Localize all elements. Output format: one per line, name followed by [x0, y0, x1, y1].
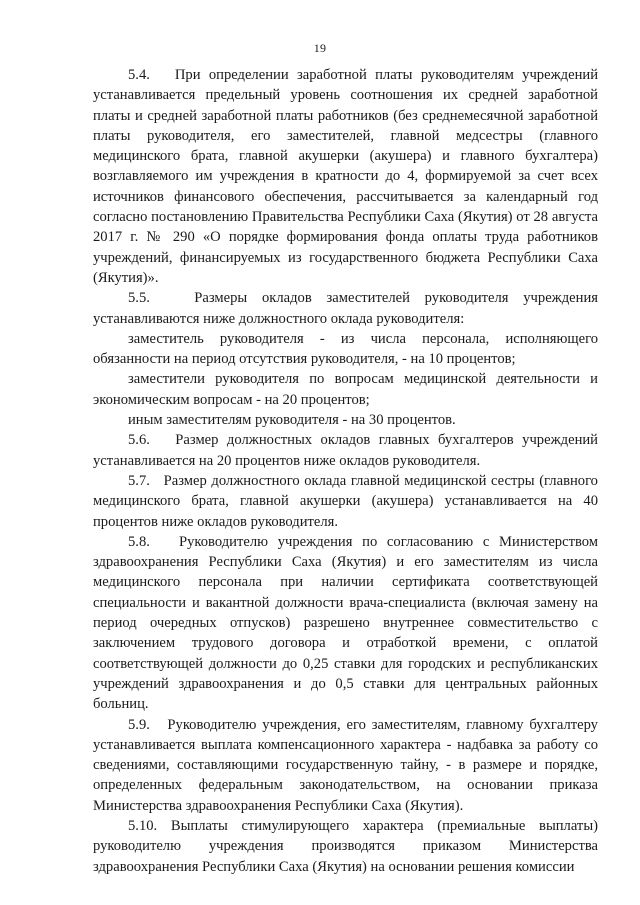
paragraph-text: Размер должностного оклада главной медицинской сестры (главного медицинского брата, главной акушерки (акушера) устанавливается на 40 процентов ниже окладов руководителя. — [93, 472, 598, 530]
document-body — [93, 65, 598, 877]
paragraph-5-8 — [93, 532, 598, 715]
paragraph-text: Руководителю учреждения, его заместителям, главному бухгалтеру устанавливается выплата компенсационного характера - надбавка за работу со сведениями, составляющими государственную тайну, - в размере и порядке, определенных федеральным законодательством, на основании приказа Министерства здравоохранения Республики Саха (Якутия). — [93, 716, 598, 814]
paragraph-5-9 — [93, 715, 598, 816]
paragraph-5-7 — [93, 471, 598, 532]
paragraph-number: 5.9. — [128, 716, 150, 733]
paragraph-number: 5.6. — [128, 432, 150, 449]
paragraph-number: 5.5. — [128, 290, 150, 307]
paragraph-5-4 — [93, 65, 598, 288]
page-number: 19 — [313, 41, 327, 55]
paragraph-number: 5.7. — [128, 472, 150, 489]
paragraph-text: Размер должностных окладов главных бухгалтеров учреждений устанавливается на 20 процентов ниже окладов руководителя. — [93, 432, 598, 469]
paragraph-number: 5.4. — [128, 67, 150, 83]
subitem-deputy-acting: заместитель руководителя - из числа персонала, исполняющего обязанности на период отсутствия руководителя, - на 10 процентов; — [93, 330, 598, 368]
paragraph-5-6 — [93, 430, 598, 471]
paragraph-text: Размеры окладов заместителей руководителя учреждения устанавливаются ниже должностного оклада руководителя: — [93, 290, 598, 327]
subitem-deputy-medical-economic: заместители руководителя по вопросам медицинской деятельности и экономическим вопросам - на 20 процентов; — [93, 371, 598, 408]
paragraph-number: 5.8. — [128, 533, 150, 550]
paragraph-text: Руководителю учреждения по согласованию с Министерством здравоохранения Республики Саха (Якутия) и его заместителям из числа медицинского персонала при наличии сертификата соответствующей специальности и вакантной должности врача-специалиста (включая замену на период очередных отпусков) разрешено внутреннее совместительство с заключением трудового договора и отработкой времени, с оплатой соответствующей должности до 0,25 ставки для городских и республиканских учреждений здравоохранения и до 0,5 ставки для центральных районных больниц. — [93, 533, 598, 713]
paragraph-number: 5.10. — [128, 817, 158, 834]
subitem-other-deputies: иным заместителям руководителя - на 30 процентов. — [128, 412, 456, 429]
paragraph-5-10 — [93, 816, 598, 877]
paragraph-text: Выплаты стимулирующего характера (премиальные выплаты) руководителю учреждения производятся приказом Министерства здравоохранения Республики Саха (Якутия) на основании решения комиссии — [93, 817, 598, 875]
paragraph-5-5 — [93, 288, 598, 329]
paragraph-text: При определении заработной платы руководителям учреждений устанавливается предельный уровень соотношения их средней заработной платы и средней заработной платы работников (без среднемесячной заработной платы руководителя, его заместителей, главной медсестры (главного медицинского брата, главной акушерки (акушера) и главного бухгалтера) возглавляемого им учреждения в кратности до 4, формируемой за счет всех источников финансового обеспечения, рассчитывается за календарный год согласно постановлению Правительства Республики Саха (Якутия) от 28 августа 2017 г. № 290 «О порядке формирования фонда оплаты труда работников учреждений, финансируемых из государственного бюджета Республики Саха (Якутия)». — [93, 67, 598, 286]
